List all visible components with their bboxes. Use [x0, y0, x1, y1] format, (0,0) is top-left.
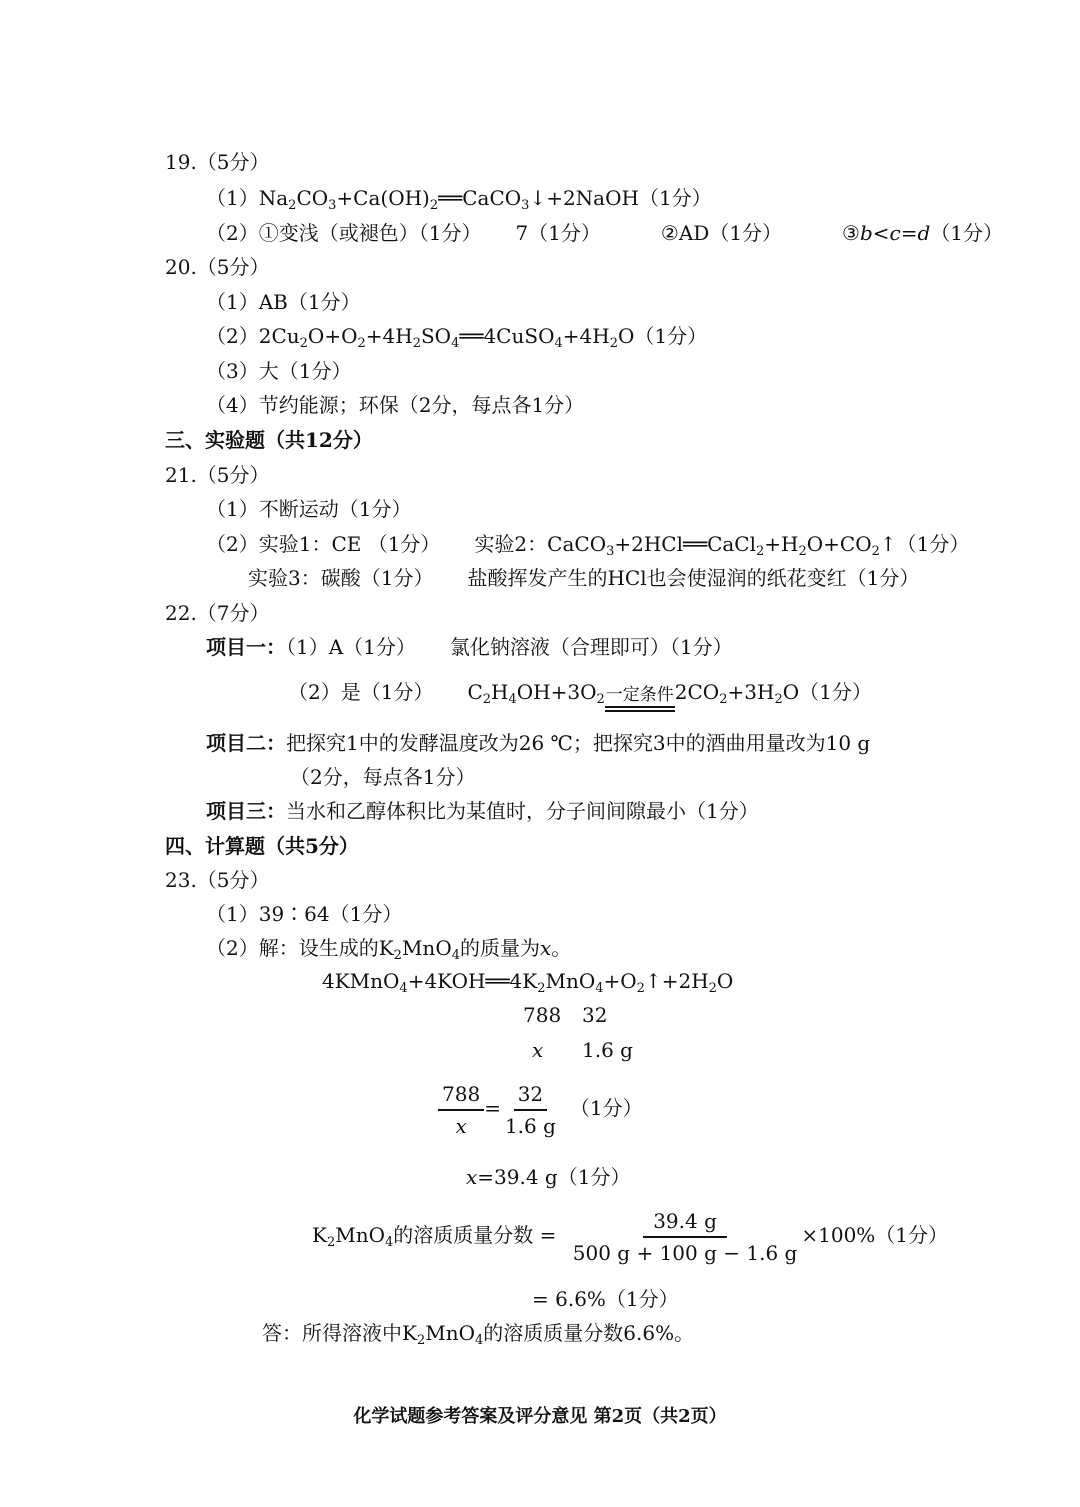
q20-part3: （3）大（1分）	[206, 359, 352, 383]
q20-heading: 20.（5分）	[165, 255, 270, 279]
q23-solution-x: x=39.4 g（1分）	[466, 1165, 631, 1189]
q23-result: = 6.6%（1分）	[532, 1287, 679, 1311]
fraction-mass: $\frac{39.4 g}{500 g + 100 g - 1.6 g}$	[572, 1208, 798, 1265]
molar-mass-32: 32	[582, 1003, 608, 1027]
unknown-x: x	[532, 1038, 544, 1062]
q22-item2-line2: （2分，每点各1分）	[290, 765, 476, 789]
q23-part1: （1）39∶64（1分）	[206, 902, 403, 926]
reaction-condition: 一定条件	[605, 686, 675, 712]
section-calculation-heading: 四、计算题（共5分）	[165, 834, 359, 858]
q20-part1: （1）AB（1分）	[206, 290, 361, 314]
page-footer: 化学试题参考答案及评分意见 第2页（共2页）	[353, 1406, 727, 1427]
q22-heading: 22.（7分）	[165, 601, 270, 625]
q21-part2-line2: 实验3：碳酸（1分） 盐酸挥发产生的HCl也会使湿润的纸花变红（1分）	[248, 566, 920, 590]
q21-part2: （2）实验1：CE （1分） 实验2：$CaCO_3+2HCl══CaCl_2+H_2O+CO_2↑(1$分）	[206, 532, 970, 559]
q23-answer: 答：所得溶液中$K_2MnO_4$的溶质质量分数6.6%。	[262, 1321, 695, 1348]
q20-part2: $(2)2Cu_2O+O_2+4H_2SO_4══4CuSO_4+4H_2O(1$分）	[206, 324, 708, 351]
q22-item3: 项目三：当水和乙醇体积比为某值时，分子间间隙最小（1分）	[206, 799, 759, 823]
q21-part1: （1）不断运动（1分）	[206, 497, 412, 521]
fraction-788-over-x: $\frac{788}{x}$	[438, 1081, 484, 1139]
q23-equation: $4KMnO_4+4KOH══4K_2MnO_4+O_2↑+2H_2O$	[322, 969, 734, 996]
fraction-32-over-1-6g: $\frac{32}{1.6 g}$	[504, 1081, 556, 1138]
q19-heading: 19.（5分）	[165, 150, 270, 174]
q22-item1-line2: （2）是（1分） $C_2H_4OH+3O_2$ 一定条件 $2CO_2+3H_2O(1$分）	[288, 672, 872, 712]
q23-mass-fraction: $K_2MnO_4$的溶质质量分数 = $\frac{39.4 g}{500 g + 100 g - 1.6 g}$ ×100%（1分）	[312, 1208, 949, 1265]
molar-mass-788: 788	[523, 1003, 562, 1027]
q19-part1: $(1)Na_2CO_3+Ca(OH)_2══CaCO_3↓+2NaOH(1$分）	[206, 186, 712, 213]
q23-heading: 23.（5分）	[165, 868, 270, 892]
q23-part2: （2）解：设生成的$K_2MnO_4$的质量为x。	[206, 936, 572, 963]
section-experiment-heading: 三、实验题（共12分）	[165, 428, 373, 452]
q22-item1-line1: 项目一：（1）A（1分） 氯化钠溶液（合理即可）（1分）	[206, 635, 733, 659]
q20-part4: （4）节约能源；环保（2分，每点各1分）	[206, 393, 585, 417]
q22-item2-line1: 项目二：把探究1中的发酵温度改为26 ℃；把探究3中的酒曲用量改为10 g	[206, 731, 871, 755]
mass-1-6g: 1.6 g	[582, 1038, 633, 1062]
q19-part2: （2）①变浅（或褪色）（1分） 7（1分） ②AD（1分） ③b<c=d（1分）	[206, 221, 1004, 245]
q23-ratio: $\frac{788}{x}$ = $\frac{32}{1.6 g}$ （1分）	[438, 1080, 643, 1139]
q21-heading: 21.（5分）	[165, 463, 270, 487]
